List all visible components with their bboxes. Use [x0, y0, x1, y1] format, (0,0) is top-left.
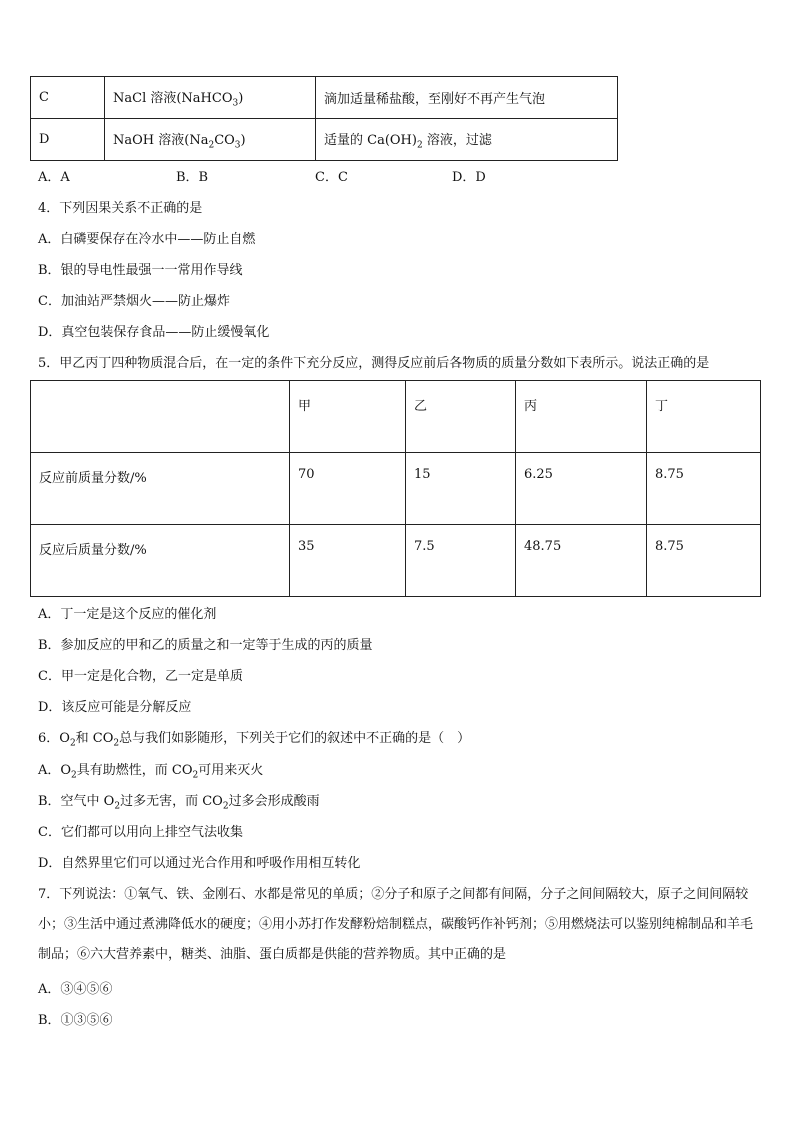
q5-table — [30, 380, 761, 597]
q5-row-label: 反应后质量分数/% — [31, 525, 290, 597]
q7-option-b[interactable]: B．①③⑤⑥ — [38, 1013, 113, 1028]
q7-option-a[interactable]: A．③④⑤⑥ — [38, 982, 113, 997]
q4-option-d[interactable]: D．真空包装保存食品——防止缓慢氧化 — [38, 325, 270, 340]
q5-header-bing: 丙 — [516, 381, 647, 453]
q5-option-c[interactable]: C．甲一定是化合物，乙一定是单质 — [38, 669, 243, 684]
q4-option-c[interactable]: C．加油站严禁烟火——防止爆炸 — [38, 294, 230, 309]
q5-header-empty — [31, 381, 290, 453]
q5-cell: 35 — [290, 525, 406, 597]
q5-cell: 48.75 — [516, 525, 647, 597]
q5-cell: 6.25 — [516, 453, 647, 525]
q5-cell: 15 — [406, 453, 516, 525]
q5-row-label: 反应前质量分数/% — [31, 453, 290, 525]
q4-option-a[interactable]: A．白磷要保存在冷水中——防止自燃 — [38, 232, 256, 247]
q4-stem: 4．下列因果关系不正确的是 — [38, 201, 203, 216]
q5-header-ding: 丁 — [647, 381, 761, 453]
q3-substance-cell: NaOH 溶液$(Na_2CO_3)$ — [105, 119, 316, 161]
q5-cell: 70 — [290, 453, 406, 525]
q4-option-b[interactable]: B．银的导电性最强一一常用作导线 — [38, 263, 243, 278]
q3-table — [30, 76, 618, 161]
q6-option-b[interactable]: B．空气中 $O_2$过多无害，而 $CO_2$过多会形成酸雨 — [38, 794, 320, 812]
q5-option-b[interactable]: B．参加反应的甲和乙的质量之和一定等于生成的丙的质量 — [38, 638, 373, 653]
q6-option-a[interactable]: A．$O_2$具有助燃性，而 $CO_2$可用来灭火 — [38, 763, 264, 781]
q3-option-cell: D — [31, 119, 105, 161]
q3-option-b[interactable]: B．B — [176, 170, 209, 185]
q6-stem: 6．$O_2$和 $CO_2$总与我们如影随形，下列关于它们的叙述中不正确的是（ ） — [38, 731, 471, 749]
q3-option-d[interactable]: D．D — [452, 170, 486, 185]
q3-option-a[interactable]: A．A — [38, 170, 70, 185]
q5-option-a[interactable]: A．丁一定是这个反应的催化剂 — [38, 607, 217, 622]
q3-method-cell: 滴加适量稀盐酸，至刚好不再产生气泡 — [316, 77, 618, 119]
q5-cell: 8.75 — [647, 525, 761, 597]
q5-header-yi: 乙 — [406, 381, 516, 453]
q5-cell: 8.75 — [647, 453, 761, 525]
q5-option-d[interactable]: D．该反应可能是分解反应 — [38, 700, 192, 715]
q5-header-jia: 甲 — [290, 381, 406, 453]
q7-stem: 7．下列说法：①氧气、铁、金刚石、水都是常见的单质；②分子和原子之间都有间隔，分子之间间隔较大，原子之间间隔较小；③生活中通过煮沸降低水的硬度；④用小苏打作发酵粉焙制糕点，碳酸钙作补钙剂；⑤用燃烧法可以鉴别纯棉制品和羊毛制品；⑥六大营养素中，糖类、油脂、蛋白质都是供能的营养物质。其中正确的是 — [38, 887, 754, 962]
q5-stem: 5．甲乙丙丁四种物质混合后，在一定的条件下充分反应，测得反应前后各物质的质量分数如下表所示。说法正确的是 — [38, 356, 710, 371]
q3-method-cell: 适量的 $Ca(OH)_2$ 溶液，过滤 — [316, 119, 618, 161]
q6-option-d[interactable]: D．自然界里它们可以通过光合作用和呼吸作用相互转化 — [38, 856, 361, 871]
q3-option-c[interactable]: C．C — [315, 170, 348, 185]
q3-option-cell: C — [31, 77, 105, 119]
q6-option-c[interactable]: C．它们都可以用向上排空气法收集 — [38, 825, 243, 840]
q3-substance-cell: NaCl 溶液(NaHCO$_3$) — [105, 77, 316, 119]
q5-cell: 7.5 — [406, 525, 516, 597]
